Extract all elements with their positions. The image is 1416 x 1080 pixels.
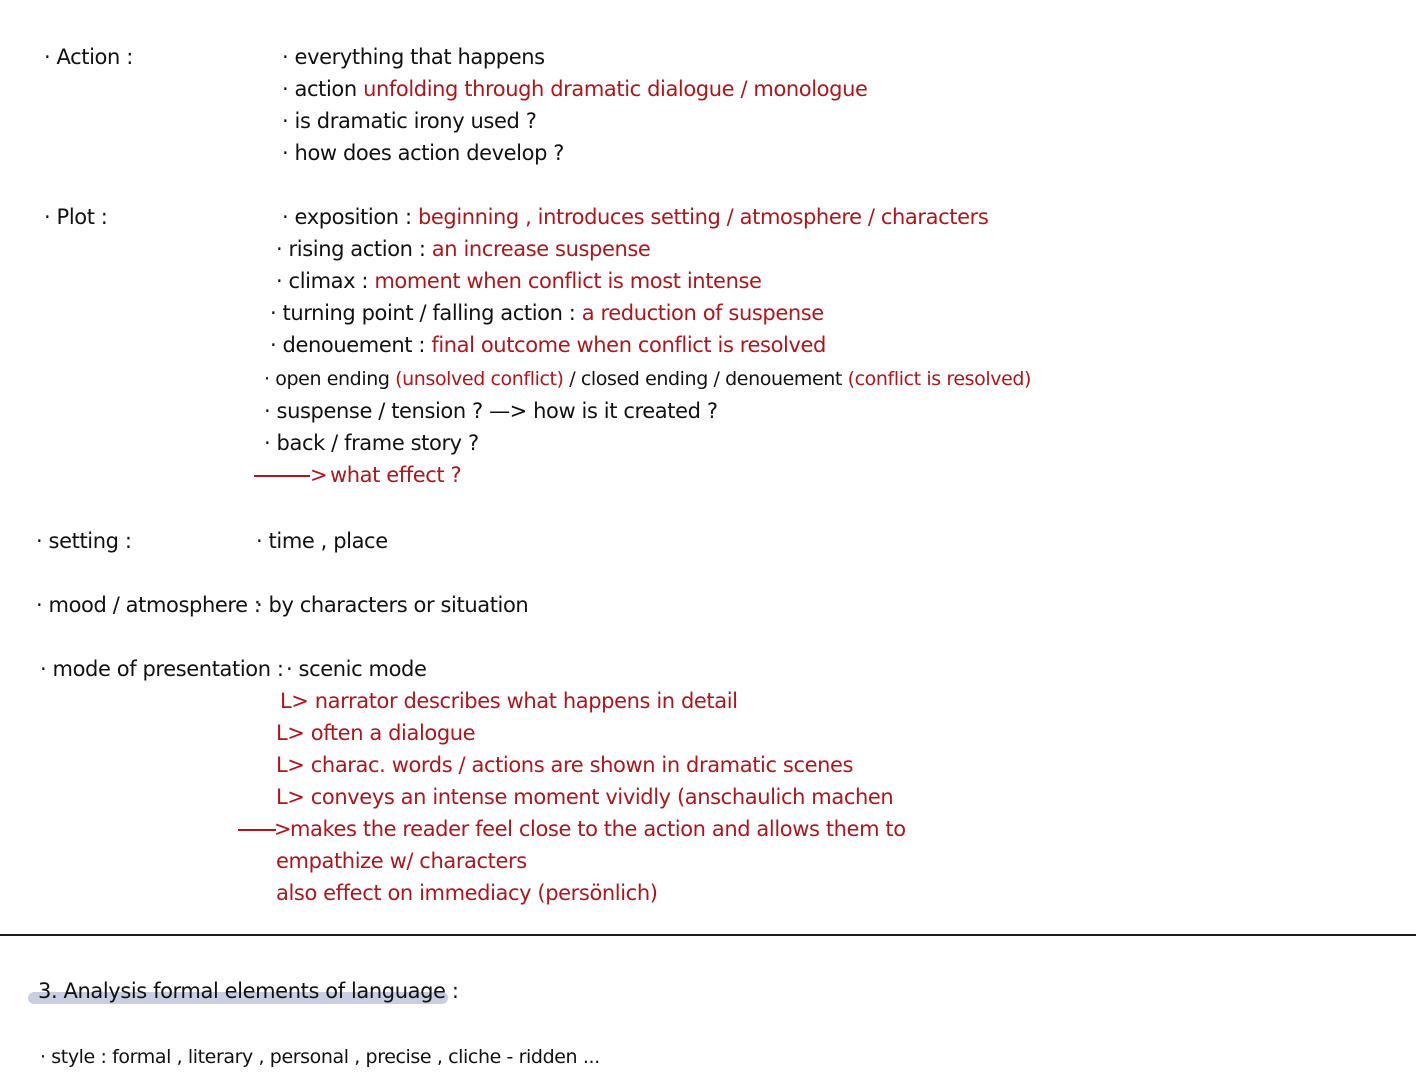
plot-item-6-note-2: (conflict is resolved): [847, 368, 1032, 390]
plot-item-4-text: · turning point / falling action :: [270, 301, 576, 325]
action-item-2-note: unfolding through dramatic dialogue / monologue: [363, 77, 868, 101]
plot-item-1-note: beginning , introduces setting / atmosphere / characters: [417, 205, 989, 229]
plot-item-8-text: · back / frame story ?: [264, 431, 479, 455]
effect-arrow-icon: >: [310, 463, 328, 487]
plot-item-3-text: · climax :: [276, 269, 369, 293]
plot-item-6: [264, 366, 1031, 392]
plot-item-6-note: (unsolved conflict): [395, 368, 564, 390]
action-item-2: [282, 76, 868, 102]
mode-value: · scenic mode: [286, 657, 427, 681]
action-item-3: [282, 108, 536, 134]
section3-heading: 3. Analysis formal elements of language :: [38, 979, 459, 1003]
plot-item-1: [282, 204, 988, 230]
action-item-1: [282, 44, 545, 70]
mood-value: · by characters or situation: [256, 593, 529, 617]
plot-item-5-note: final outcome when conflict is resolved: [431, 333, 826, 357]
mode-effect-arrow-line: [238, 829, 276, 831]
plot-effect: what effect ?: [330, 463, 462, 487]
mode-note-4: L> conveys an intense moment vividly (anschaulich machen: [276, 785, 894, 809]
mode-note-1: L> narrator describes what happens in detail: [280, 689, 738, 713]
plot-item-4-note: a reduction of suspense: [581, 301, 824, 325]
mode-note-2: L> often a dialogue: [276, 721, 476, 745]
setting-label: · setting :: [36, 529, 132, 553]
plot-item-2-note: an increase suspense: [431, 237, 651, 261]
mood-label: · mood / atmosphere :: [36, 593, 261, 617]
action-item-4: [282, 140, 564, 166]
plot-item-3-note: moment when conflict is most intense: [374, 269, 762, 293]
plot-item-6-text: · open ending: [264, 368, 390, 390]
plot-item-5-text: · denouement :: [270, 333, 426, 357]
plot-item-7: [264, 398, 718, 424]
mode-effect-3: also effect on immediacy (persönlich): [276, 881, 658, 905]
action-item-1-text: · everything that happens: [282, 45, 545, 69]
plot-item-7-text: · suspense / tension ? —> how is it created ?: [264, 399, 718, 423]
action-item-3-text: · is dramatic irony used ?: [282, 109, 537, 133]
effect-arrow-line: [254, 475, 310, 477]
plot-item-2: [276, 236, 650, 262]
mode-effect-1: makes the reader feel close to the action and allows them to: [290, 817, 906, 841]
section-divider: [0, 934, 1416, 936]
mode-label: · mode of presentation :: [40, 657, 284, 681]
style-line: · style : formal , literary , personal , precise , cliche - ridden ...: [40, 1046, 600, 1068]
plot-item-1-text: · exposition :: [282, 205, 412, 229]
plot-label: · Plot :: [44, 205, 108, 229]
plot-item-6-text-2: / closed ending / denouement: [569, 368, 842, 390]
plot-item-3: [276, 268, 762, 294]
action-item-4-text: · how does action develop ?: [282, 141, 565, 165]
mode-effect-2: empathize w/ characters: [276, 849, 527, 873]
plot-item-4: [270, 300, 824, 326]
plot-item-5: [270, 332, 826, 358]
plot-item-2-text: · rising action :: [276, 237, 426, 261]
mode-effect-arrow-icon: >: [274, 817, 292, 841]
setting-value: · time , place: [256, 529, 388, 553]
action-item-2-text: · action: [282, 77, 364, 101]
mode-note-3: L> charac. words / actions are shown in dramatic scenes: [276, 753, 854, 777]
action-label: · Action :: [44, 45, 133, 69]
plot-item-8: [264, 430, 479, 456]
